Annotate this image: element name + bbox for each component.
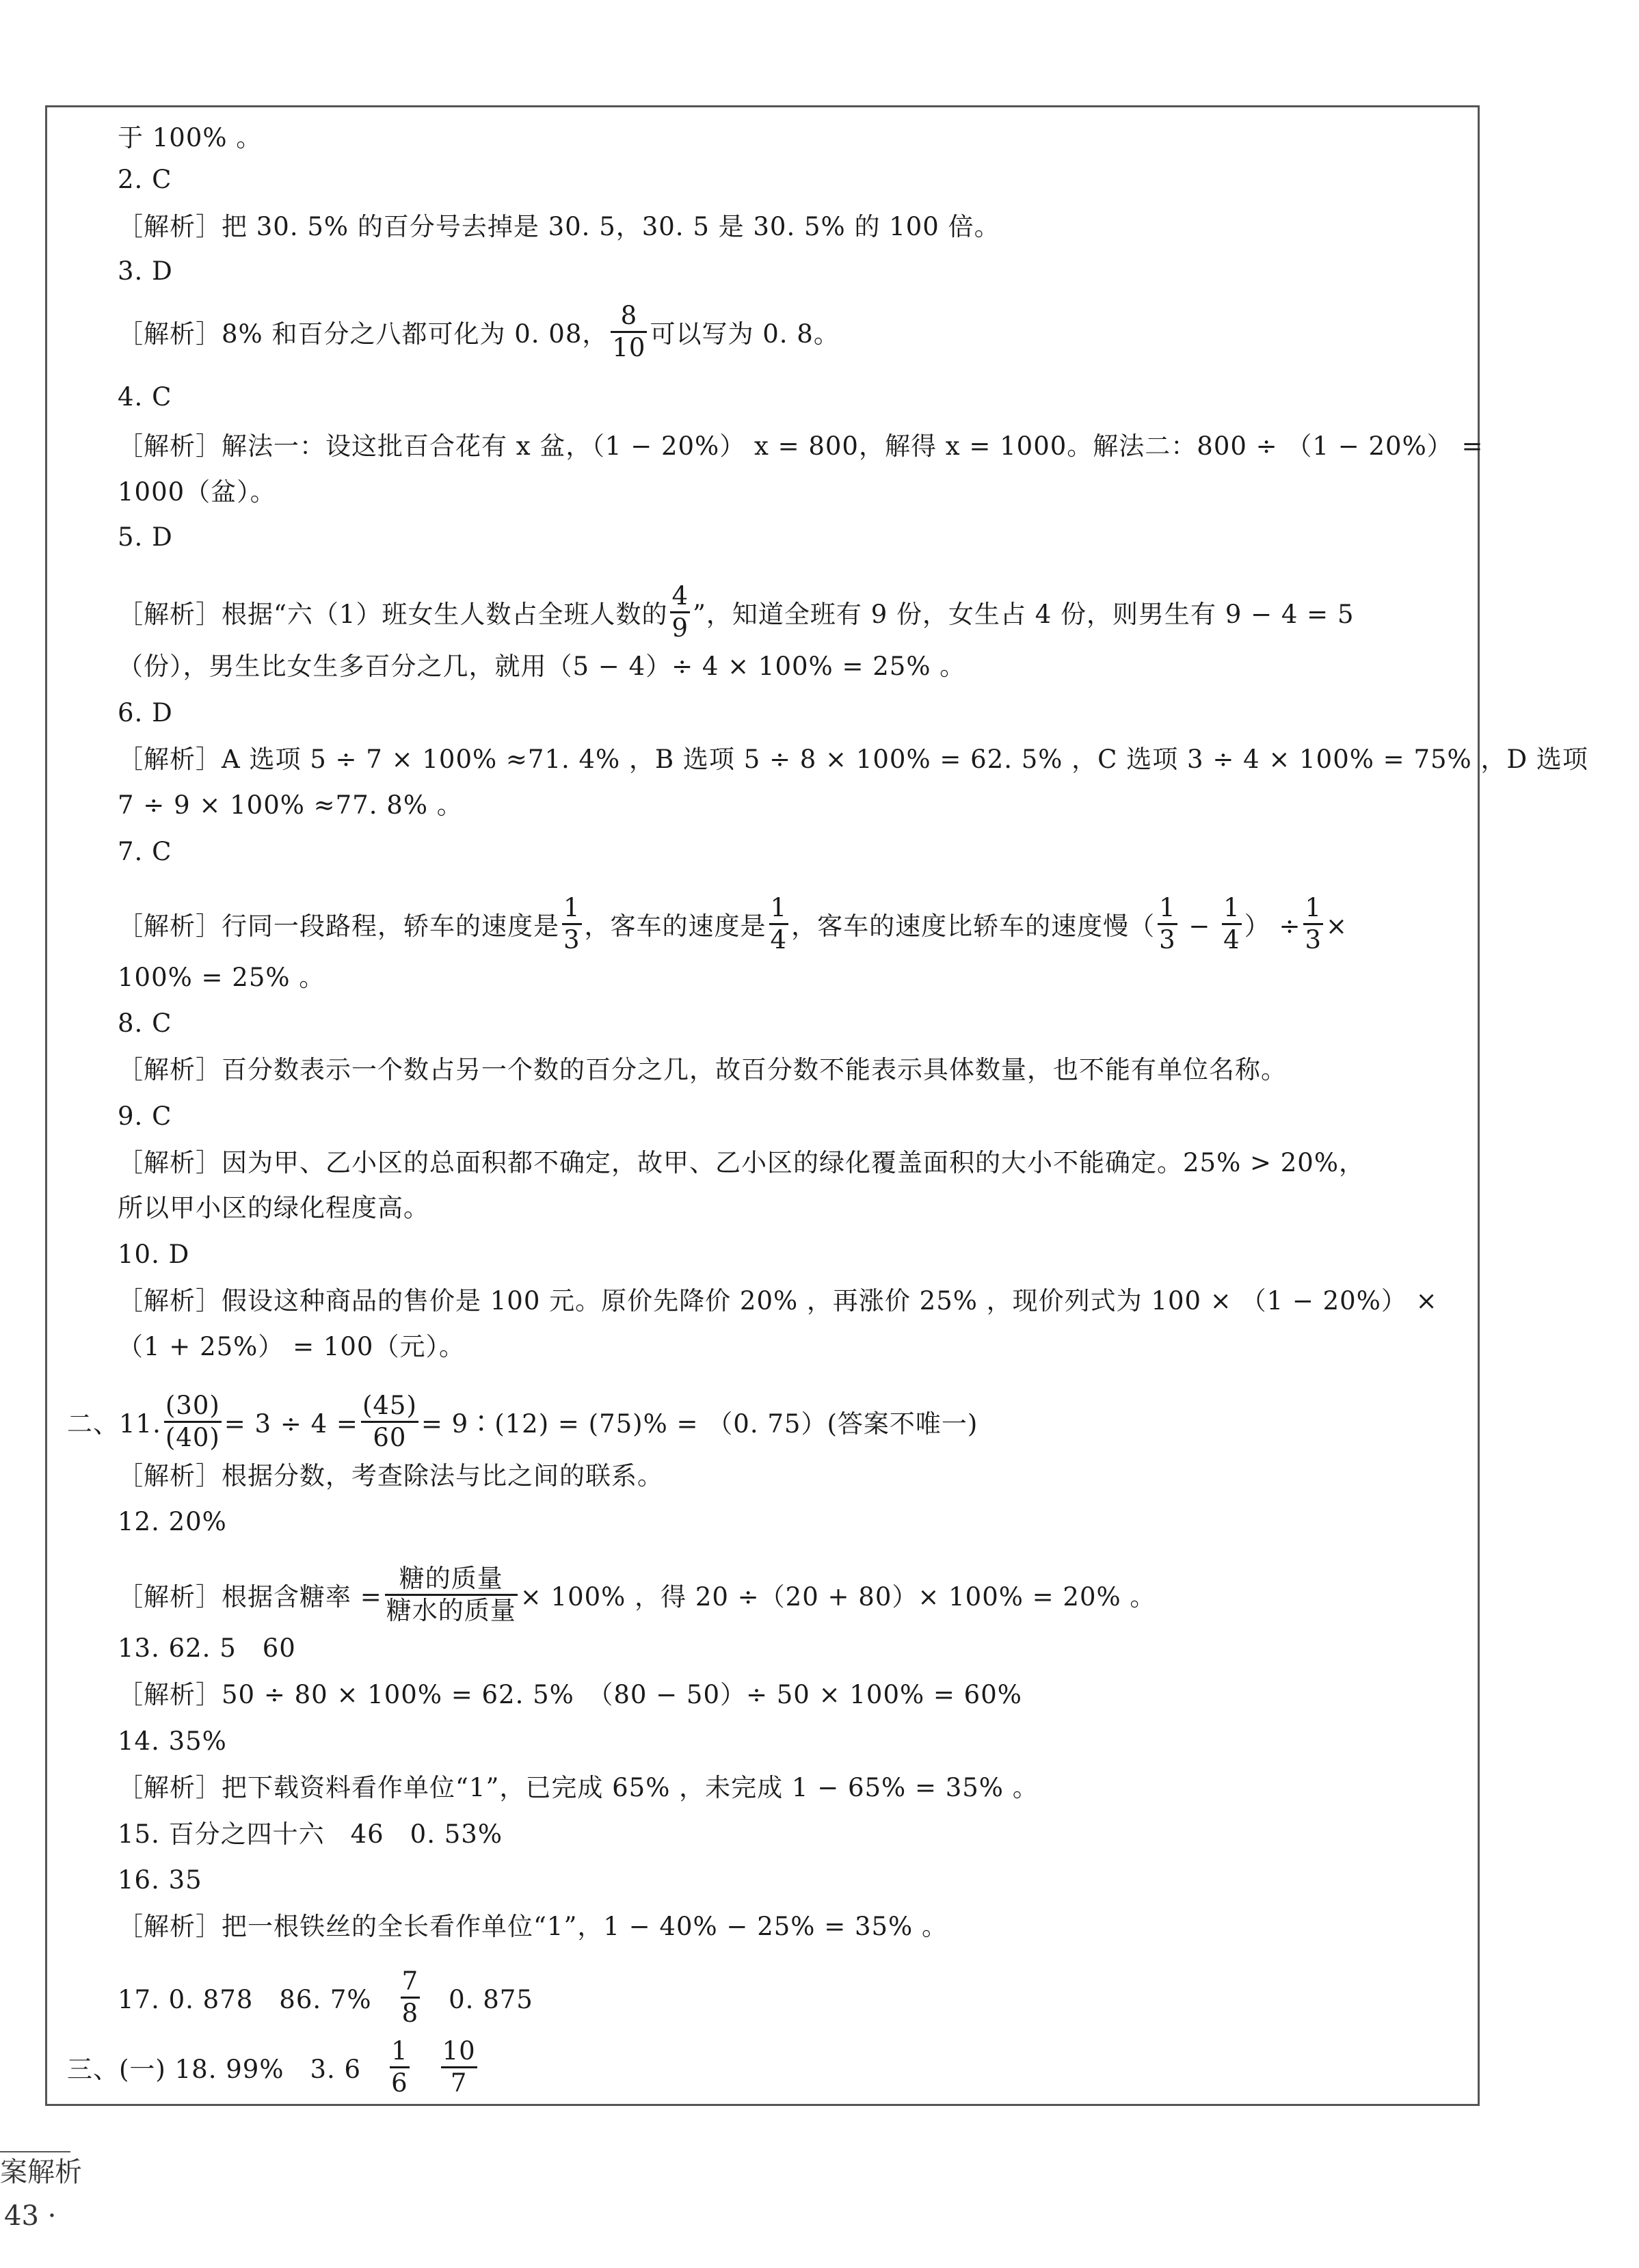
fraction: $\frac{8}{10}$ [612,301,646,362]
answer-line: 5. D [118,522,173,552]
fraction: $\frac{(30)}{(40)}$ [165,1391,220,1452]
analysis-line: ［解析］行同一段路程，轿车的速度是 $\frac{1}{3}$ ，客车的速度是 $\frac{1}{4}$ ，客车的速度比轿车的速度慢（ $\frac{1}{3}$ − $\frac{1}{4}$ ） ÷ $\frac{1}{3}$ × [118,893,1348,955]
analysis-line: ［解析］根据分数，考查除法与比之间的联系。 [118,1461,663,1491]
analysis-line: ［解析］A 选项 5 ÷ 7 × 100% ≈71. 4% ，B 选项 5 ÷ 8 × 100% = 62. 5% ，C 选项 3 ÷ 4 × 100% = 75% ，D 选项 [118,745,1588,774]
fraction: $\frac{10}{7}$ [442,2036,476,2098]
fraction: $\frac{1}{4}$ [770,893,788,955]
answer-line: 12. 20% [118,1507,227,1536]
text-line: 于 100% 。 [118,123,263,152]
analysis-line: ［解析］因为甲、乙小区的总面积都不确定，故甲、乙小区的绿化覆盖面积的大小不能确定。25% > 20%， [118,1148,1365,1177]
analysis-line: ［解析］把一根铁丝的全长看作单位“1”，1 − 40% − 25% = 35% 。 [118,1912,948,1941]
fraction: $\frac{1}{3}$ [563,893,581,955]
answer-line: 二、11. $\frac{(30)}{(40)}$ = 3 ÷ 4 = $\frac{(45)}{60}$ = 9∶(12) = (75)% = （0. 75）(答案不唯一) [67,1391,978,1452]
fraction: $\frac{1}{3}$ [1305,893,1322,955]
answer-line: 15. 百分之四十六 46 0. 53% [118,1819,503,1849]
text-line: 1000（盆）。 [118,477,276,507]
fraction: $\frac{1}{6}$ [391,2036,408,2098]
fraction: $\frac{4}{9}$ [671,581,689,643]
text-line: 所以甲小区的绿化程度高。 [118,1193,429,1223]
answer-line: 8. C [118,1009,172,1038]
fraction: $\frac{1}{4}$ [1223,893,1240,955]
answer-line: 14. 35% [118,1726,227,1756]
answer-line: 三、(一) 18. 99% 3. 6 $\frac{1}{6}$ $\frac{10}{7}$ [67,2036,476,2098]
content-frame [45,105,1480,2106]
analysis-line: ［解析］根据含糖率 = $\frac{\text{糖的质量}}{\text{糖水的质量}}$ × 100% ，得 20 ÷（20 + 80）× 100% = 20% 。 [118,1564,1156,1625]
text-line: （1 + 25%） = 100（元）。 [118,1332,465,1361]
fraction: $\frac{1}{3}$ [1159,893,1176,955]
answer-line: 7. C [118,837,172,866]
fraction: $\frac{7}{8}$ [401,1966,419,2028]
answer-line: 17. 0. 878 86. 7% $\frac{7}{8}$ 0. 875 [118,1966,533,2028]
fraction: $\frac{\text{糖的质量}}{\text{糖水的质量}}$ [386,1564,516,1625]
analysis-line: ［解析］百分数表示一个数占另一个数的百分之几，故百分数不能表示具体数量，也不能有单位名称。 [118,1055,1287,1084]
answer-line: 9. C [118,1102,172,1131]
page-number: 43 · [4,2200,57,2232]
answer-line: 6. D [118,698,173,728]
answer-line: 10. D [118,1240,190,1269]
text-line: 7 ÷ 9 × 100% ≈77. 8% 。 [118,790,463,820]
answer-line: 2. C [118,165,172,194]
analysis-line: ［解析］把 30. 5% 的百分号去掉是 30. 5，30. 5 是 30. 5% 的 100 倍。 [118,212,1000,241]
text-line: 100% = 25% 。 [118,963,325,992]
answer-line: 13. 62. 5 60 [118,1633,296,1663]
fraction: $\frac{(45)}{60}$ [362,1391,417,1452]
text-line: （份），男生比女生多百分之几，就用（5 − 4）÷ 4 × 100% = 25% 。 [118,652,966,681]
analysis-line: ［解析］假设这种商品的售价是 100 元。原价先降价 20% ，再涨价 25% ，现价列式为 100 × （1 − 20%） × [118,1286,1438,1316]
analysis-line: ［解析］根据“六（1）班女生人数占全班人数的 $\frac{4}{9}$ ”，知道全班有 9 份，女生占 4 份，则男生有 9 − 4 = 5 [118,581,1355,643]
analysis-line: ［解析］50 ÷ 80 × 100% = 62. 5% （80 − 50）÷ 50 × 100% = 60% [118,1680,1022,1709]
analysis-line: ［解析］8% 和百分之八都可化为 0. 08， $\frac{8}{10}$ 可以写为 0. 8。 [118,301,840,362]
analysis-line: ［解析］把下载资料看作单位“1”，已完成 65% ，未完成 1 − 65% = 35% 。 [118,1773,1039,1802]
answer-line: 4. C [118,382,172,412]
answer-line: 16. 35 [118,1865,202,1895]
analysis-line: ［解析］解法一：设这批百合花有 x 盆，（1 − 20%） x = 800，解得 x = 1000。解法二：800 ÷ （1 − 20%） = [118,431,1484,461]
footer-rule [0,2151,70,2152]
footer-section-title: 案解析 [0,2157,82,2188]
answer-line: 3. D [118,256,173,286]
